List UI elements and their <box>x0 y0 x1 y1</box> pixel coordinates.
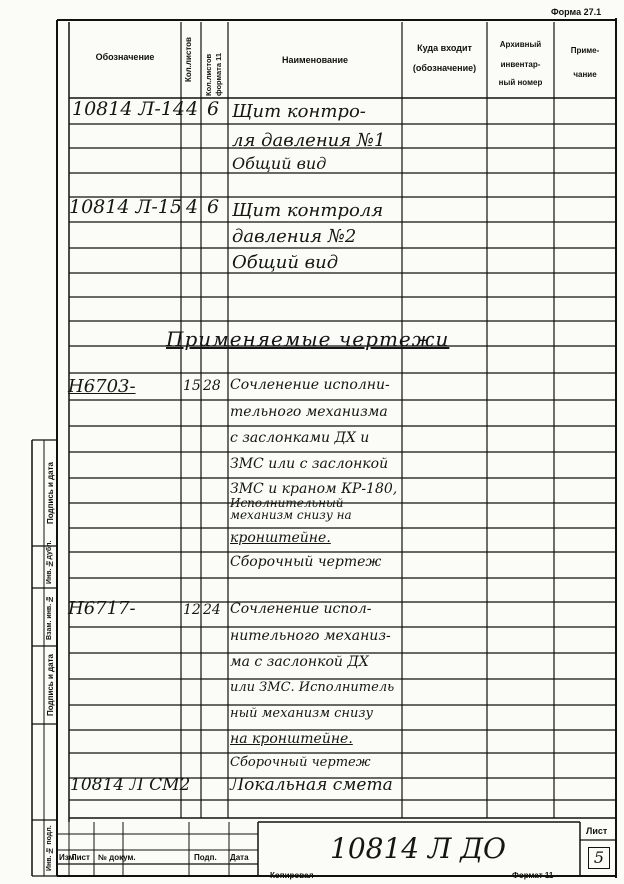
stamp-sign-date-1: Подпись и дата <box>46 462 55 524</box>
header-designation: Обозначение <box>95 52 155 62</box>
header-archive-1: Архивный <box>499 40 542 49</box>
stamp-sign-date-2: Подпись и дата <box>46 654 55 716</box>
document-code: 10814 Л ДО <box>330 832 506 865</box>
header-note-2: чание <box>573 70 597 79</box>
entry1-name-line: Общий вид <box>232 154 327 173</box>
header-sheets-format: Кол.листов формата 11 <box>204 52 223 96</box>
entry4-sheets-format: 24 <box>203 602 221 618</box>
entry3-name-line: механизм снизу на <box>230 508 352 522</box>
entry4-name-line: нительного механиз- <box>230 628 391 644</box>
footer-copied: Копировал <box>270 871 314 880</box>
entry4-name-line: Сочленение испол- <box>230 601 372 617</box>
stamp-replace-inv: Взам. инв. № <box>46 594 53 640</box>
entry3-sheets-format: 28 <box>203 378 221 394</box>
entry3-name-line: Исполнительный <box>230 496 344 510</box>
entry4-name-line: или ЗМС. Исполнитель <box>230 680 395 695</box>
entry2-sheets: 4 <box>186 196 199 218</box>
entry3-name-line: с заслонками ДХ и <box>230 430 370 446</box>
form-label: Форма 27.1 <box>551 7 602 17</box>
footer-izm: Изм <box>59 853 75 862</box>
footer-list: Лист <box>71 853 90 862</box>
footer-format: Формат 11 <box>512 871 554 880</box>
entry5-designation: 10814 Л СМ2 <box>70 775 191 795</box>
entry4-name-line: ма с заслонкой ДХ <box>230 654 369 670</box>
entry1-name-line: ля давления №1 <box>232 130 386 151</box>
stamp-dup-inv: Инв. №дубл. <box>46 540 53 584</box>
entry3-sheets: 15 <box>183 378 201 394</box>
entry3-designation: Н6703- <box>68 376 136 397</box>
section-heading: Применяемые чертежи <box>166 327 450 351</box>
entry2-name-line: давления №2 <box>232 226 357 247</box>
entry1-sheets: 4 <box>186 98 199 120</box>
header-where-1: Куда входит <box>417 43 472 53</box>
entry4-name-line: Сборочный чертеж <box>230 755 371 770</box>
stamp-original-inv: Инв. № подл. <box>46 825 53 871</box>
footer-data: Дата <box>230 853 249 862</box>
entry3-name-line: кронштейне. <box>230 530 331 546</box>
entry3-name-line: тельного механизма <box>230 404 388 420</box>
header-name: Наименование <box>281 55 349 65</box>
sheet-label: Лист <box>586 826 608 836</box>
entry3-name-line: Сборочный чертеж <box>230 554 382 570</box>
entry1-sheets-format: 6 <box>207 98 220 120</box>
entry4-name-line: на кронштейне. <box>230 731 353 747</box>
entry3-name-line: Сочленение исполни- <box>230 377 390 393</box>
entry4-name-line: ный механизм снизу <box>230 706 373 721</box>
entry4-designation: Н6717- <box>68 598 136 619</box>
entry1-designation: 10814 Л-14 <box>72 98 185 120</box>
header-archive-2: инвентар- <box>500 60 541 69</box>
entry3-name-line: ЗМС и краном КР-180, <box>230 481 398 497</box>
footer-docnum: № докум. <box>98 853 136 862</box>
footer-podp: Подп. <box>194 853 217 862</box>
entry2-sheets-format: 6 <box>207 196 220 218</box>
header-sheets-count: Кол.листов <box>184 37 193 83</box>
entry4-sheets: 12 <box>183 602 201 618</box>
entry2-designation: 10814 Л-15 <box>69 196 182 218</box>
entry5-name: Локальная смета <box>230 775 393 795</box>
header-note-1: Приме- <box>570 46 600 55</box>
entry2-name-line: Общий вид <box>232 252 339 273</box>
sheet-number: 5 <box>588 847 610 869</box>
header-where-2: (обозначение) <box>412 63 477 73</box>
header-archive-3: ный номер <box>498 78 543 87</box>
entry2-name-line: Щит контроля <box>232 200 384 221</box>
entry1-name-line: Щит контро- <box>232 101 366 122</box>
entry3-name-line: ЗМС или с заслонкой <box>230 456 389 472</box>
